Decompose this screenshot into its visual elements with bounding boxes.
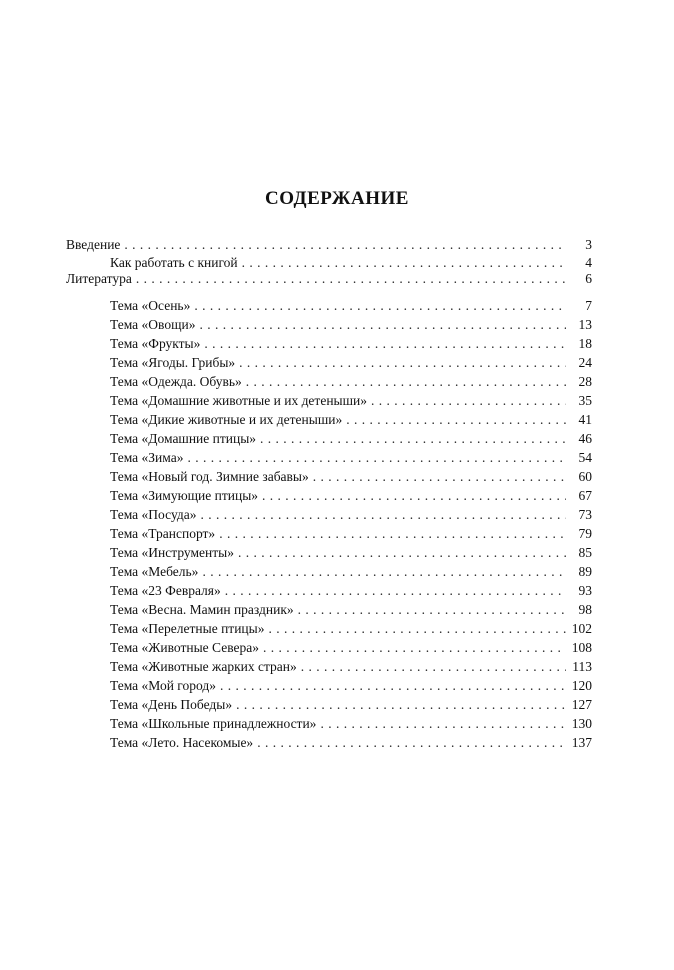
toc-entry-label: Тема «Мой город» [110, 678, 216, 693]
toc-entry-topic[interactable] [110, 544, 592, 562]
toc-entry-topic[interactable] [110, 696, 592, 714]
toc-entry-topic[interactable] [110, 715, 592, 733]
toc-leader-dots [246, 373, 566, 391]
toc-leader-dots [194, 297, 566, 315]
toc-leader-dots [260, 430, 566, 448]
toc-leader-dots [219, 525, 566, 543]
toc-entry-label: Тема «Животные Севера» [110, 640, 259, 655]
toc-page-number: 98 [578, 602, 592, 617]
toc-entry-topic[interactable] [110, 411, 592, 429]
toc-leader-dots [204, 335, 566, 353]
toc-entry-topic[interactable] [110, 658, 592, 676]
toc-entry-label: Тема «Весна. Мамин праздник» [110, 602, 294, 617]
toc-entry-label: Тема «Мебель» [110, 564, 199, 579]
toc-leader-dots [268, 620, 566, 638]
toc-entry-topic[interactable] [110, 639, 592, 657]
toc-entry-label: Тема «Осень» [110, 298, 191, 313]
toc-page-number: 85 [578, 545, 592, 560]
toc-entry-label: Тема «Зимующие птицы» [110, 488, 259, 503]
toc-page-number: 6 [585, 271, 592, 286]
toc-page-number: 102 [571, 621, 592, 636]
toc-page-number: 28 [578, 374, 592, 389]
toc-page-number: 130 [571, 716, 592, 731]
toc-entry-topic[interactable] [110, 392, 592, 410]
toc-entry-topic[interactable] [110, 677, 592, 695]
toc-leader-dots [136, 270, 566, 288]
toc-entry-label: Тема «Ягоды. Грибы» [110, 355, 236, 370]
toc-page-number: 41 [578, 412, 592, 427]
toc-entry-topic[interactable] [110, 563, 592, 581]
toc-entry-label: Тема «Лето. Насекомые» [110, 735, 254, 750]
toc-entry-label: Тема «Овощи» [110, 317, 196, 332]
toc-entry-label: Введение [66, 237, 121, 252]
toc-page-number: 13 [578, 317, 592, 332]
toc-entry-label: Тема «Животные жарких стран» [110, 659, 297, 674]
toc-entry-label: Тема «Новый год. Зимние забавы» [110, 469, 309, 484]
toc-entry-label: Тема «23 Февраля» [110, 583, 221, 598]
toc-leader-dots [313, 468, 566, 486]
toc-entry-topic[interactable] [110, 354, 592, 372]
toc-entry-topic[interactable] [110, 449, 592, 467]
toc-entry-label: Тема «Школьные принадлежности» [110, 716, 317, 731]
toc-leader-dots [220, 677, 566, 695]
toc-page-number: 54 [578, 450, 592, 465]
toc-entry-topic[interactable] [110, 525, 592, 543]
toc-entry-topic[interactable] [110, 335, 592, 353]
toc-entry-label: Тема «Дикие животные и их детеныши» [110, 412, 343, 427]
toc-page-number: 18 [578, 336, 592, 351]
toc-entry-label: Тема «Посуда» [110, 507, 197, 522]
toc-entry-label: Тема «Инструменты» [110, 545, 234, 560]
toc-leader-dots [187, 449, 566, 467]
toc-entry-label: Литература [66, 271, 132, 286]
toc-entry-label: Как работать с книгой [110, 255, 238, 270]
toc-page-number: 24 [578, 355, 592, 370]
toc-page-number: 89 [578, 564, 592, 579]
toc-page-number: 79 [578, 526, 592, 541]
toc-leader-dots [225, 582, 566, 600]
toc-leader-dots [346, 411, 566, 429]
toc-entry-literature[interactable] [66, 270, 592, 288]
toc-entry-topic[interactable] [110, 620, 592, 638]
toc-page-number: 137 [571, 735, 592, 750]
toc-leader-dots [371, 392, 566, 410]
toc-entry-label: Тема «Фрукты» [110, 336, 201, 351]
toc-entry-topic[interactable] [110, 468, 592, 486]
toc-leader-dots [239, 354, 566, 372]
toc-leader-dots [298, 601, 566, 619]
toc-leader-dots [200, 506, 566, 524]
toc-entry-label: Тема «Транспорт» [110, 526, 216, 541]
toc-page-number: 113 [572, 659, 592, 674]
toc-leader-dots [262, 487, 566, 505]
toc-leader-dots [236, 696, 566, 714]
toc-leader-dots [257, 734, 566, 752]
toc-entry-label: Тема «День Победы» [110, 697, 233, 712]
toc-page-number: 4 [585, 255, 592, 270]
toc-leader-dots [320, 715, 566, 733]
toc-page-number: 3 [585, 237, 592, 252]
toc-entry-topic[interactable] [110, 297, 592, 315]
toc-leader-dots [199, 316, 566, 334]
toc-page-number: 67 [578, 488, 592, 503]
toc-page-number: 108 [571, 640, 592, 655]
toc-leader-dots [263, 639, 566, 657]
toc-entry-label: Тема «Домашние животные и их детеныши» [110, 393, 367, 408]
toc-leader-dots [202, 563, 566, 581]
page-title: СОДЕРЖАНИЕ [265, 188, 409, 209]
toc-entry-topic[interactable] [110, 430, 592, 448]
toc-leader-dots [301, 658, 566, 676]
toc-entry-topic[interactable] [110, 734, 592, 752]
toc-entry-topic[interactable] [110, 506, 592, 524]
toc-page-number: 35 [578, 393, 592, 408]
toc-entry-topic[interactable] [110, 582, 592, 600]
toc-leader-dots [124, 236, 566, 254]
toc-entry-topic[interactable] [110, 487, 592, 505]
toc-page-number: 120 [571, 678, 592, 693]
toc-entry-label: Тема «Перелетные птицы» [110, 621, 265, 636]
toc-entry-introduction[interactable] [66, 236, 592, 254]
toc-page-number: 73 [578, 507, 592, 522]
toc-entry-label: Тема «Домашние птицы» [110, 431, 257, 446]
toc-page-number: 60 [578, 469, 592, 484]
toc-entry-topic[interactable] [110, 601, 592, 619]
toc-page-number: 46 [578, 431, 592, 446]
toc-entry-topic[interactable] [110, 316, 592, 334]
toc-page-number: 127 [571, 697, 592, 712]
toc-page-number: 7 [585, 298, 592, 313]
toc-leader-dots [238, 544, 566, 562]
toc-entry-label: Тема «Одежда. Обувь» [110, 374, 242, 389]
toc-page-number: 93 [578, 583, 592, 598]
toc-entry-topic[interactable] [110, 373, 592, 391]
toc-entry-label: Тема «Зима» [110, 450, 184, 465]
